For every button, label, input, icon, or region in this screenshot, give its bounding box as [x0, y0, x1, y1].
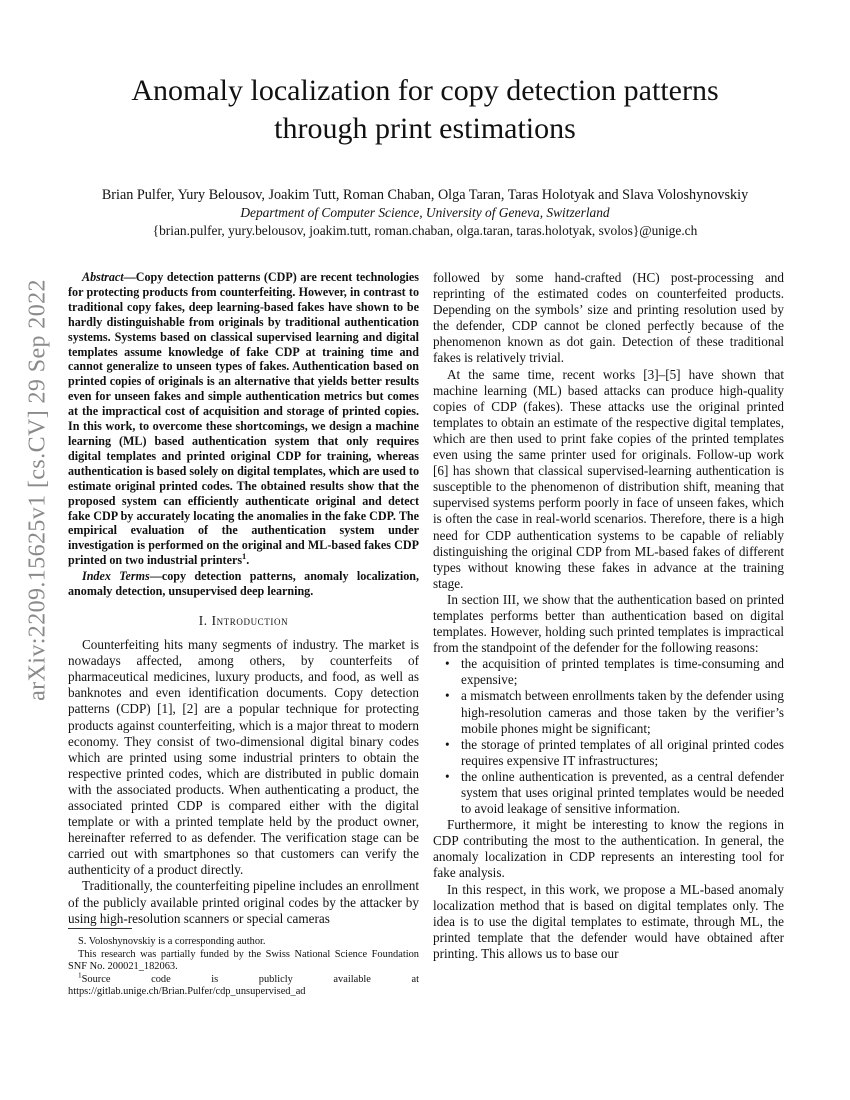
footnote-source-code	[68, 971, 419, 999]
arxiv-identifier-stamp	[16, 279, 60, 701]
body-paragraph-section-iii: In section III, we show that the authentication based on printed templates performs better than authentication based on digital templates. However, holding such printed templates is impractical from the standpoint of the defender for the following reasons:	[433, 591, 784, 656]
intro-paragraph-2: Traditionally, the counterfeiting pipeline includes an enrollment of the publicly available printed original codes by the attacker by using high-resolution scanners or special cameras	[68, 878, 419, 926]
bullet-text: the online authentication is prevented, as a central defender system that uses original printed templates would be needed to avoid leakage of sensitive information.	[461, 768, 784, 817]
body-paragraph-ml-attacks: At the same time, recent works [3]–[5] have shown that machine learning (ML) based attacks can produce high-quality copies of CDP (fakes). These attacks use the original printed templates to obtain an estimate of the respective digital templates, which are then used to print fake copies of the printed templates even using the same printer used for originals. Follow-up work [6] has shown that classical supervised-learning authentication is susceptible to the phenomenon of distribution shift, meaning that supervised systems perform poorly in face of unseen fakes, which is often the case in real-world scenarios. Therefore, there is a high need for CDP authentication systems to be capable of reliably distinguishing the original CDP from ML-based fakes of different types without knowing these fakes in advance at the training stage.	[433, 366, 784, 591]
body-paragraph-continuation: followed by some hand-crafted (HC) post-processing and reprinting of the estimated codes on counterfeited products. Depending on the symbols’ size and printing resolution used by the defender, CDP cannot be cloned perfectly because of the phenomenon known as dot gain. Detection of these traditional fakes is relatively trivial.	[433, 270, 784, 366]
reasons-bullet-list	[433, 656, 784, 817]
section-number: I.	[198, 612, 212, 628]
footnote-mark: 1	[78, 971, 82, 980]
body-paragraph-anomaly-localization: Furthermore, it might be interesting to know the regions in CDP contributing the most to the authentication. In general, the anomaly localization in CDP represents an interesting tool for fake analysis.	[433, 817, 784, 881]
abstract-text: —Copy detection patterns (CDP) are recent technologies for protecting products from counterfeiting. However, in contrast to traditional copy fakes, deep learning-based fakes have shown to be hardly distinguishable from originals by traditional authentication systems. Systems based on classical supervised learning and digital templates assume knowledge of fake CDP at training time and cannot generalize to unseen types of fakes. Authentication based on printed copies of originals is an alternative that yields better results even for unseen fakes and simple authentication metrics but comes at the impractical cost of acquisition and storage of printed copies. In this work, to overcome these shortcomings, we design a machine learning (ML) based authentication system that only requires digital templates and printed original CDP for training, whereas authentication is based solely on digital templates, which are used to estimate original printed codes. The obtained results show that the proposed system can efficiently authenticate original and detect fake CDP by accurately locating the anomalies in the fake CDP. The empirical evaluation of the authentication system under investigation is performed on the original and ML-based fakes CDP printed on two industrial printers	[68, 270, 419, 568]
paper-title	[0, 72, 850, 148]
abstract	[68, 270, 419, 568]
paper-title-line-1: Anomaly localization for copy detection patterns	[131, 74, 719, 107]
index-terms-text: —copy detection patterns, anomaly localization, anomaly detection, unsupervised deep learning.	[68, 569, 419, 599]
body-paragraph-proposal: In this respect, in this work, we propose a ML-based anomaly localization method that is based on digital templates only. The idea is to use the digital templates to estimate, through ML, the printed template that the defender would have obtained after printing. This allows us to base our	[433, 881, 784, 961]
footnote-divider	[68, 928, 132, 929]
arxiv-identifier-text: arXiv:2209.15625v1 [cs.CV] 29 Sep 2022	[24, 279, 51, 701]
bullet-item	[445, 736, 784, 769]
bullet-item	[445, 656, 784, 688]
footnotes	[68, 936, 419, 999]
bullet-dot-icon: •	[445, 736, 450, 752]
author-emails: {brian.pulfer, yury.belousov, joakim.tutt, roman.chaban, olga.taran, taras.holotyak, svolos}@unige.ch	[152, 223, 698, 238]
index-terms-label: Index Terms	[82, 569, 150, 584]
bullet-item	[445, 768, 784, 817]
right-column	[433, 270, 784, 962]
abstract-footnote-mark: 1	[242, 551, 247, 562]
intro-paragraph-1: Counterfeiting hits many segments of industry. The market is nowadays affected, among others, by counterfeits of pharmaceutical medicines, luxury products, and food, as well as banknotes and even identification documents. Copy detection patterns (CDP) [1], [2] are a popular technique for protecting products against counterfeiting, which is a major threat to modern economy. They consist of two-dimensional digital binary codes which are printed using some industrial printers to obtain the respective printed codes, which are distributed in public domain with the associated products. When authenticating a product, the associated printed CDP is compared either with the digital template or with a printed template held by the product owner, hereinafter referred to as defender. The verification stage can be carried out with smartphones so that customers can verify the authenticity of a product directly.	[68, 637, 419, 878]
section-title: Introduction	[211, 612, 289, 628]
abstract-label: Abstract	[82, 270, 124, 284]
bullet-text: the acquisition of printed templates is time-consuming and expensive;	[461, 656, 784, 688]
bullet-text: the storage of printed templates of all original printed codes requires expensive IT infrastructures;	[461, 736, 784, 768]
index-terms	[68, 569, 419, 599]
paper-title-line-2: through print estimations	[274, 112, 576, 145]
footnote-source-code-text: Source code is publicly available at https://gitlab.unige.ch/Brian.Pulfer/cdp_unsupervised_ad	[68, 973, 419, 998]
footnote-funding: This research was partially funded by the Swiss National Science Foundation SNF No. 200021_182063.	[68, 948, 419, 973]
footnote-corresponding-author: S. Voloshynovskiy is a corresponding author.	[78, 936, 266, 947]
bullet-text: a mismatch between enrollments taken by the defender using high-resolution cameras and those taken by the verifier’s mobile phones might be significant;	[461, 688, 784, 736]
section-heading-introduction	[68, 613, 419, 629]
left-column	[68, 270, 419, 927]
bullet-dot-icon: •	[445, 656, 450, 672]
bullet-dot-icon: •	[445, 688, 450, 704]
author-list: Brian Pulfer, Yury Belousov, Joakim Tutt, Roman Chaban, Olga Taran, Taras Holotyak and Slava Voloshynovskiy	[101, 187, 749, 203]
bullet-item	[445, 688, 784, 736]
affiliation: Department of Computer Science, University of Geneva, Switzerland	[240, 205, 610, 220]
bullet-dot-icon: •	[445, 768, 450, 784]
abstract-end: .	[246, 553, 250, 568]
